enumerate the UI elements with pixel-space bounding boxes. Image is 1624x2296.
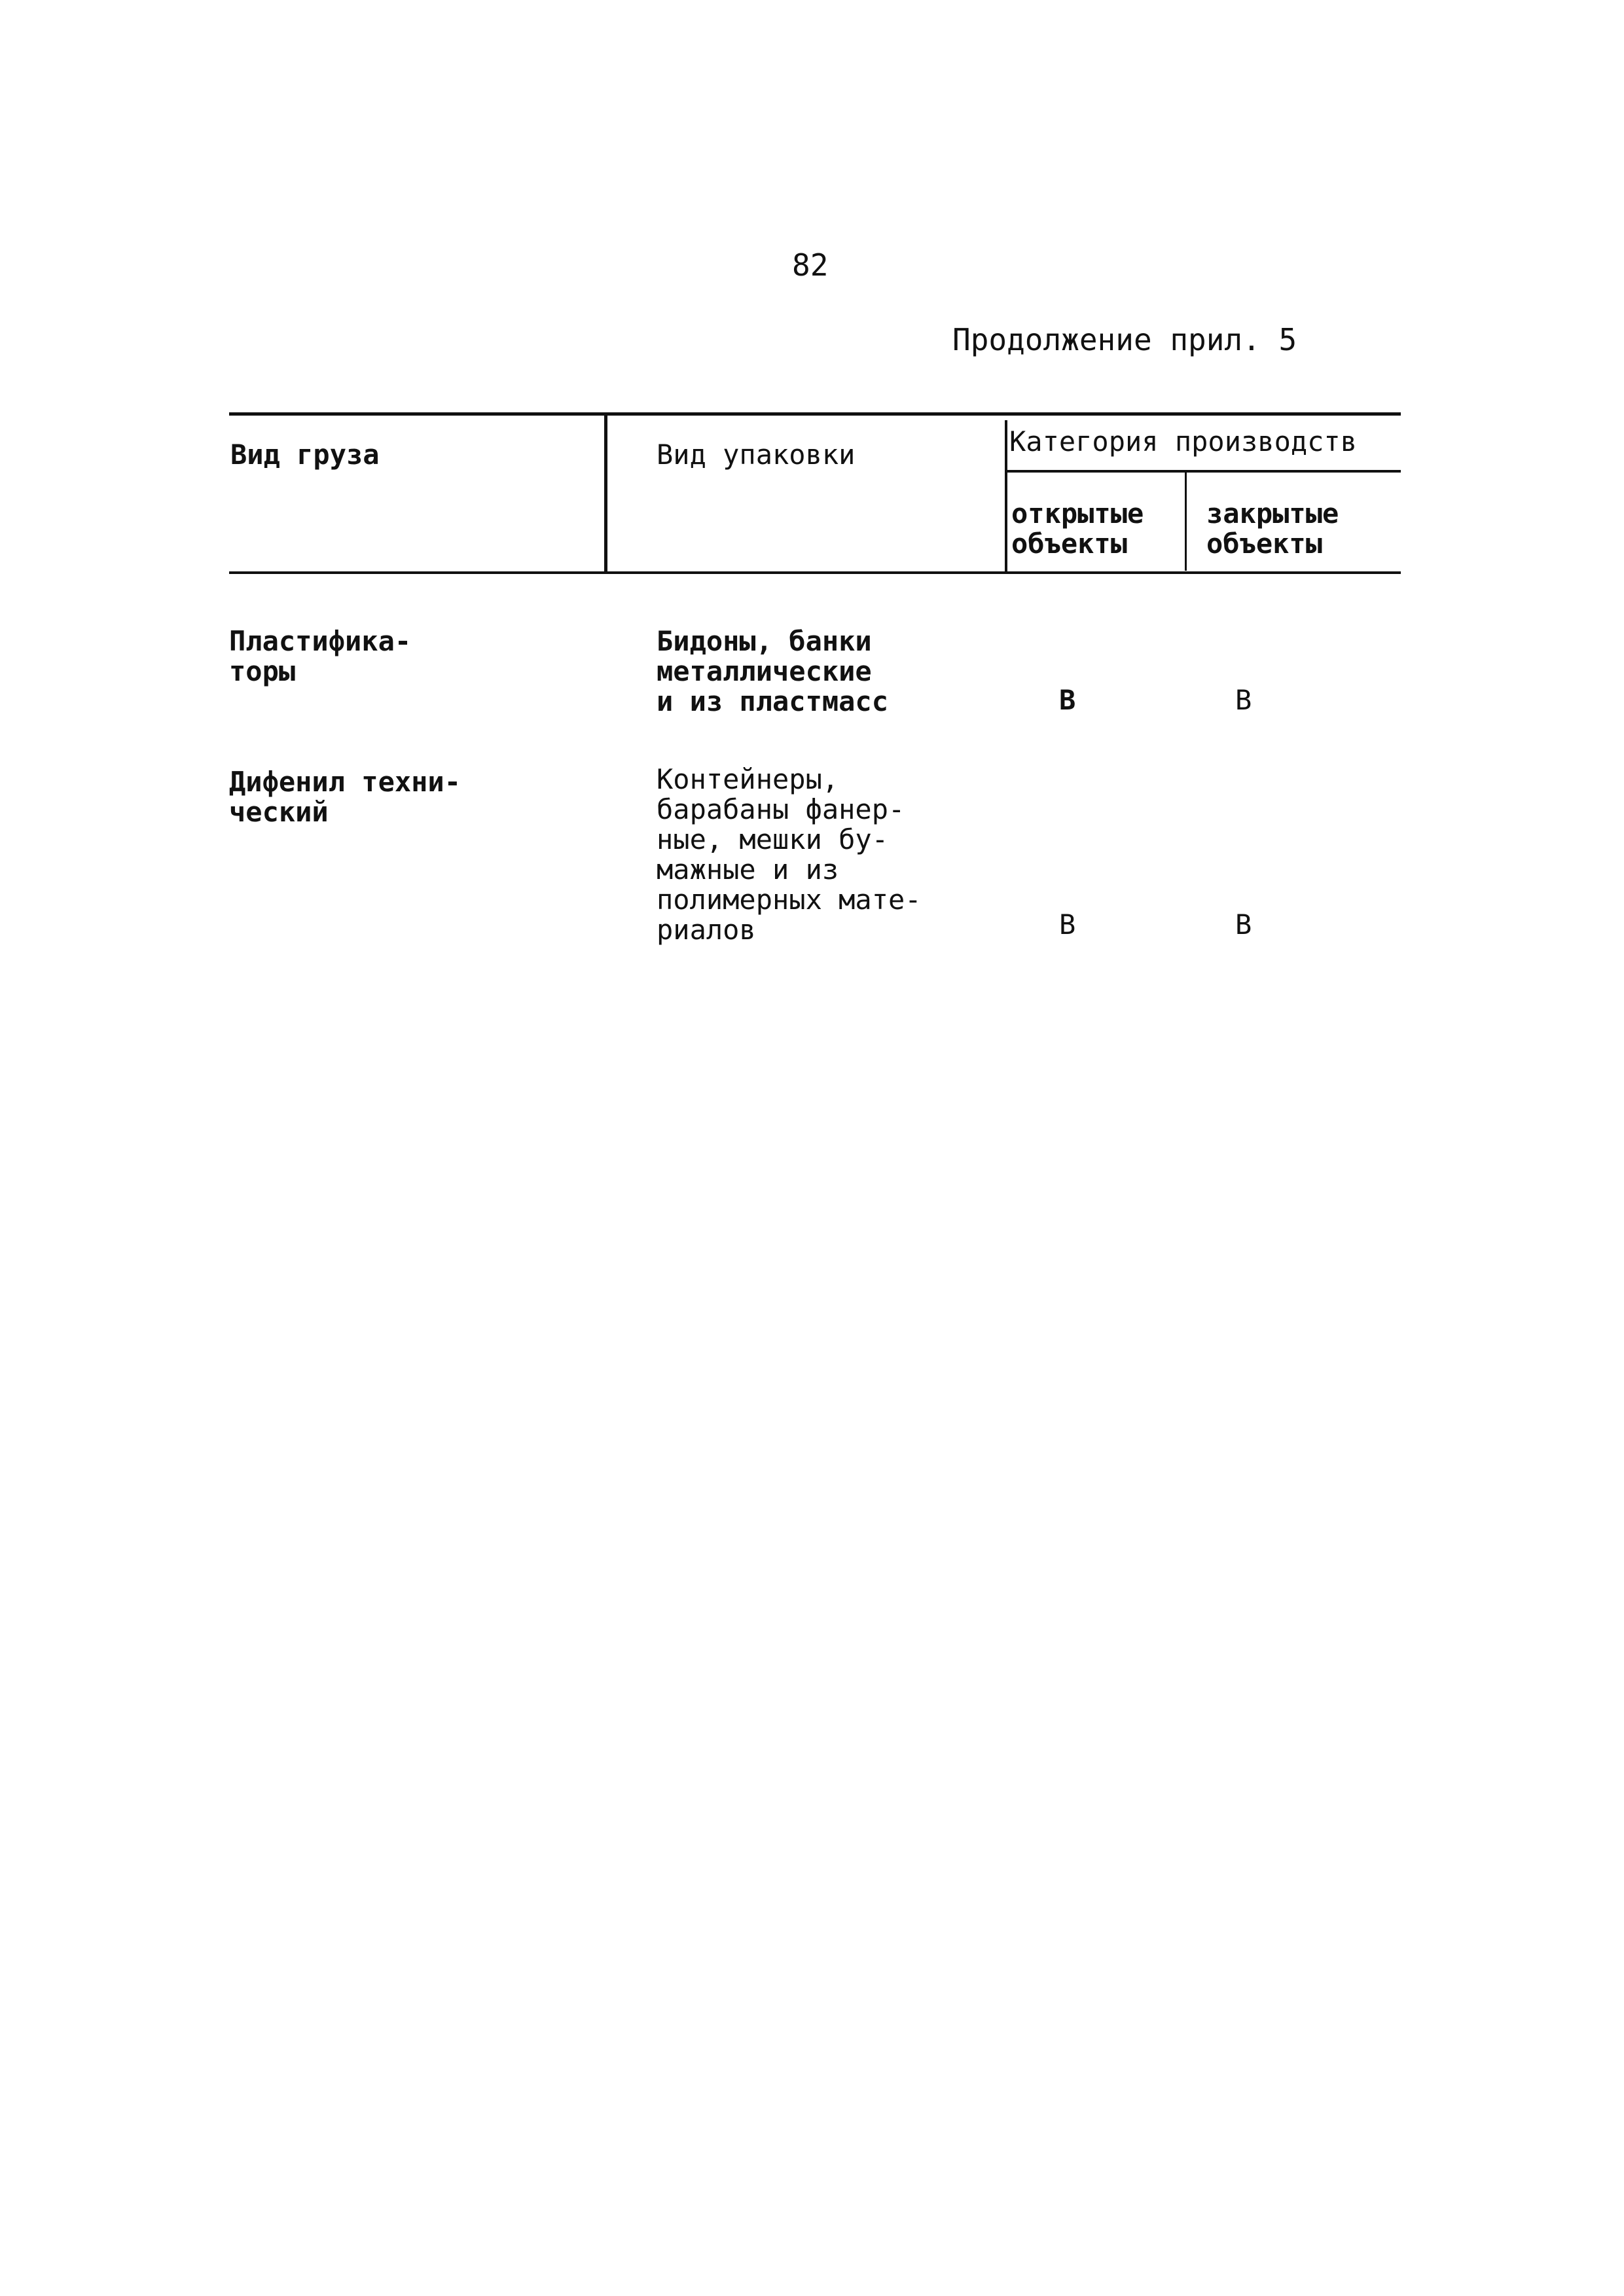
header-closed-objects: закрытые объекты [1206,497,1339,560]
row-1-open: В [1059,684,1076,716]
row-2-cargo: Дифенил техни- ческий [229,766,461,828]
column-divider-2 [1005,420,1007,573]
table-top-rule [229,412,1401,416]
row-1-cargo: Пластифика- торы [229,625,412,687]
row-1-closed: В [1235,684,1252,716]
column-divider-1 [604,414,607,573]
column-divider-3 [1185,473,1187,571]
header-category: Категория производств [1009,425,1358,457]
page-number: 82 [792,247,829,283]
row-1-packaging: Бидоны, банки металлические и из пластмасс [657,625,889,717]
header-cargo: Вид груза [230,439,380,471]
category-under-rule [1005,470,1401,473]
header-packaging: Вид упаковки [657,439,856,471]
header-open-objects: открытые объекты [1011,497,1144,560]
continuation-label: Продолжение прил. 5 [952,322,1297,357]
row-2-closed: В [1235,908,1252,941]
row-2-open: В [1059,908,1076,941]
header-bottom-rule [229,571,1401,574]
row-2-packaging: Контейнеры, барабаны фанер- ные, мешки бу- мажные и из полимерных мате- риалов [657,763,922,946]
